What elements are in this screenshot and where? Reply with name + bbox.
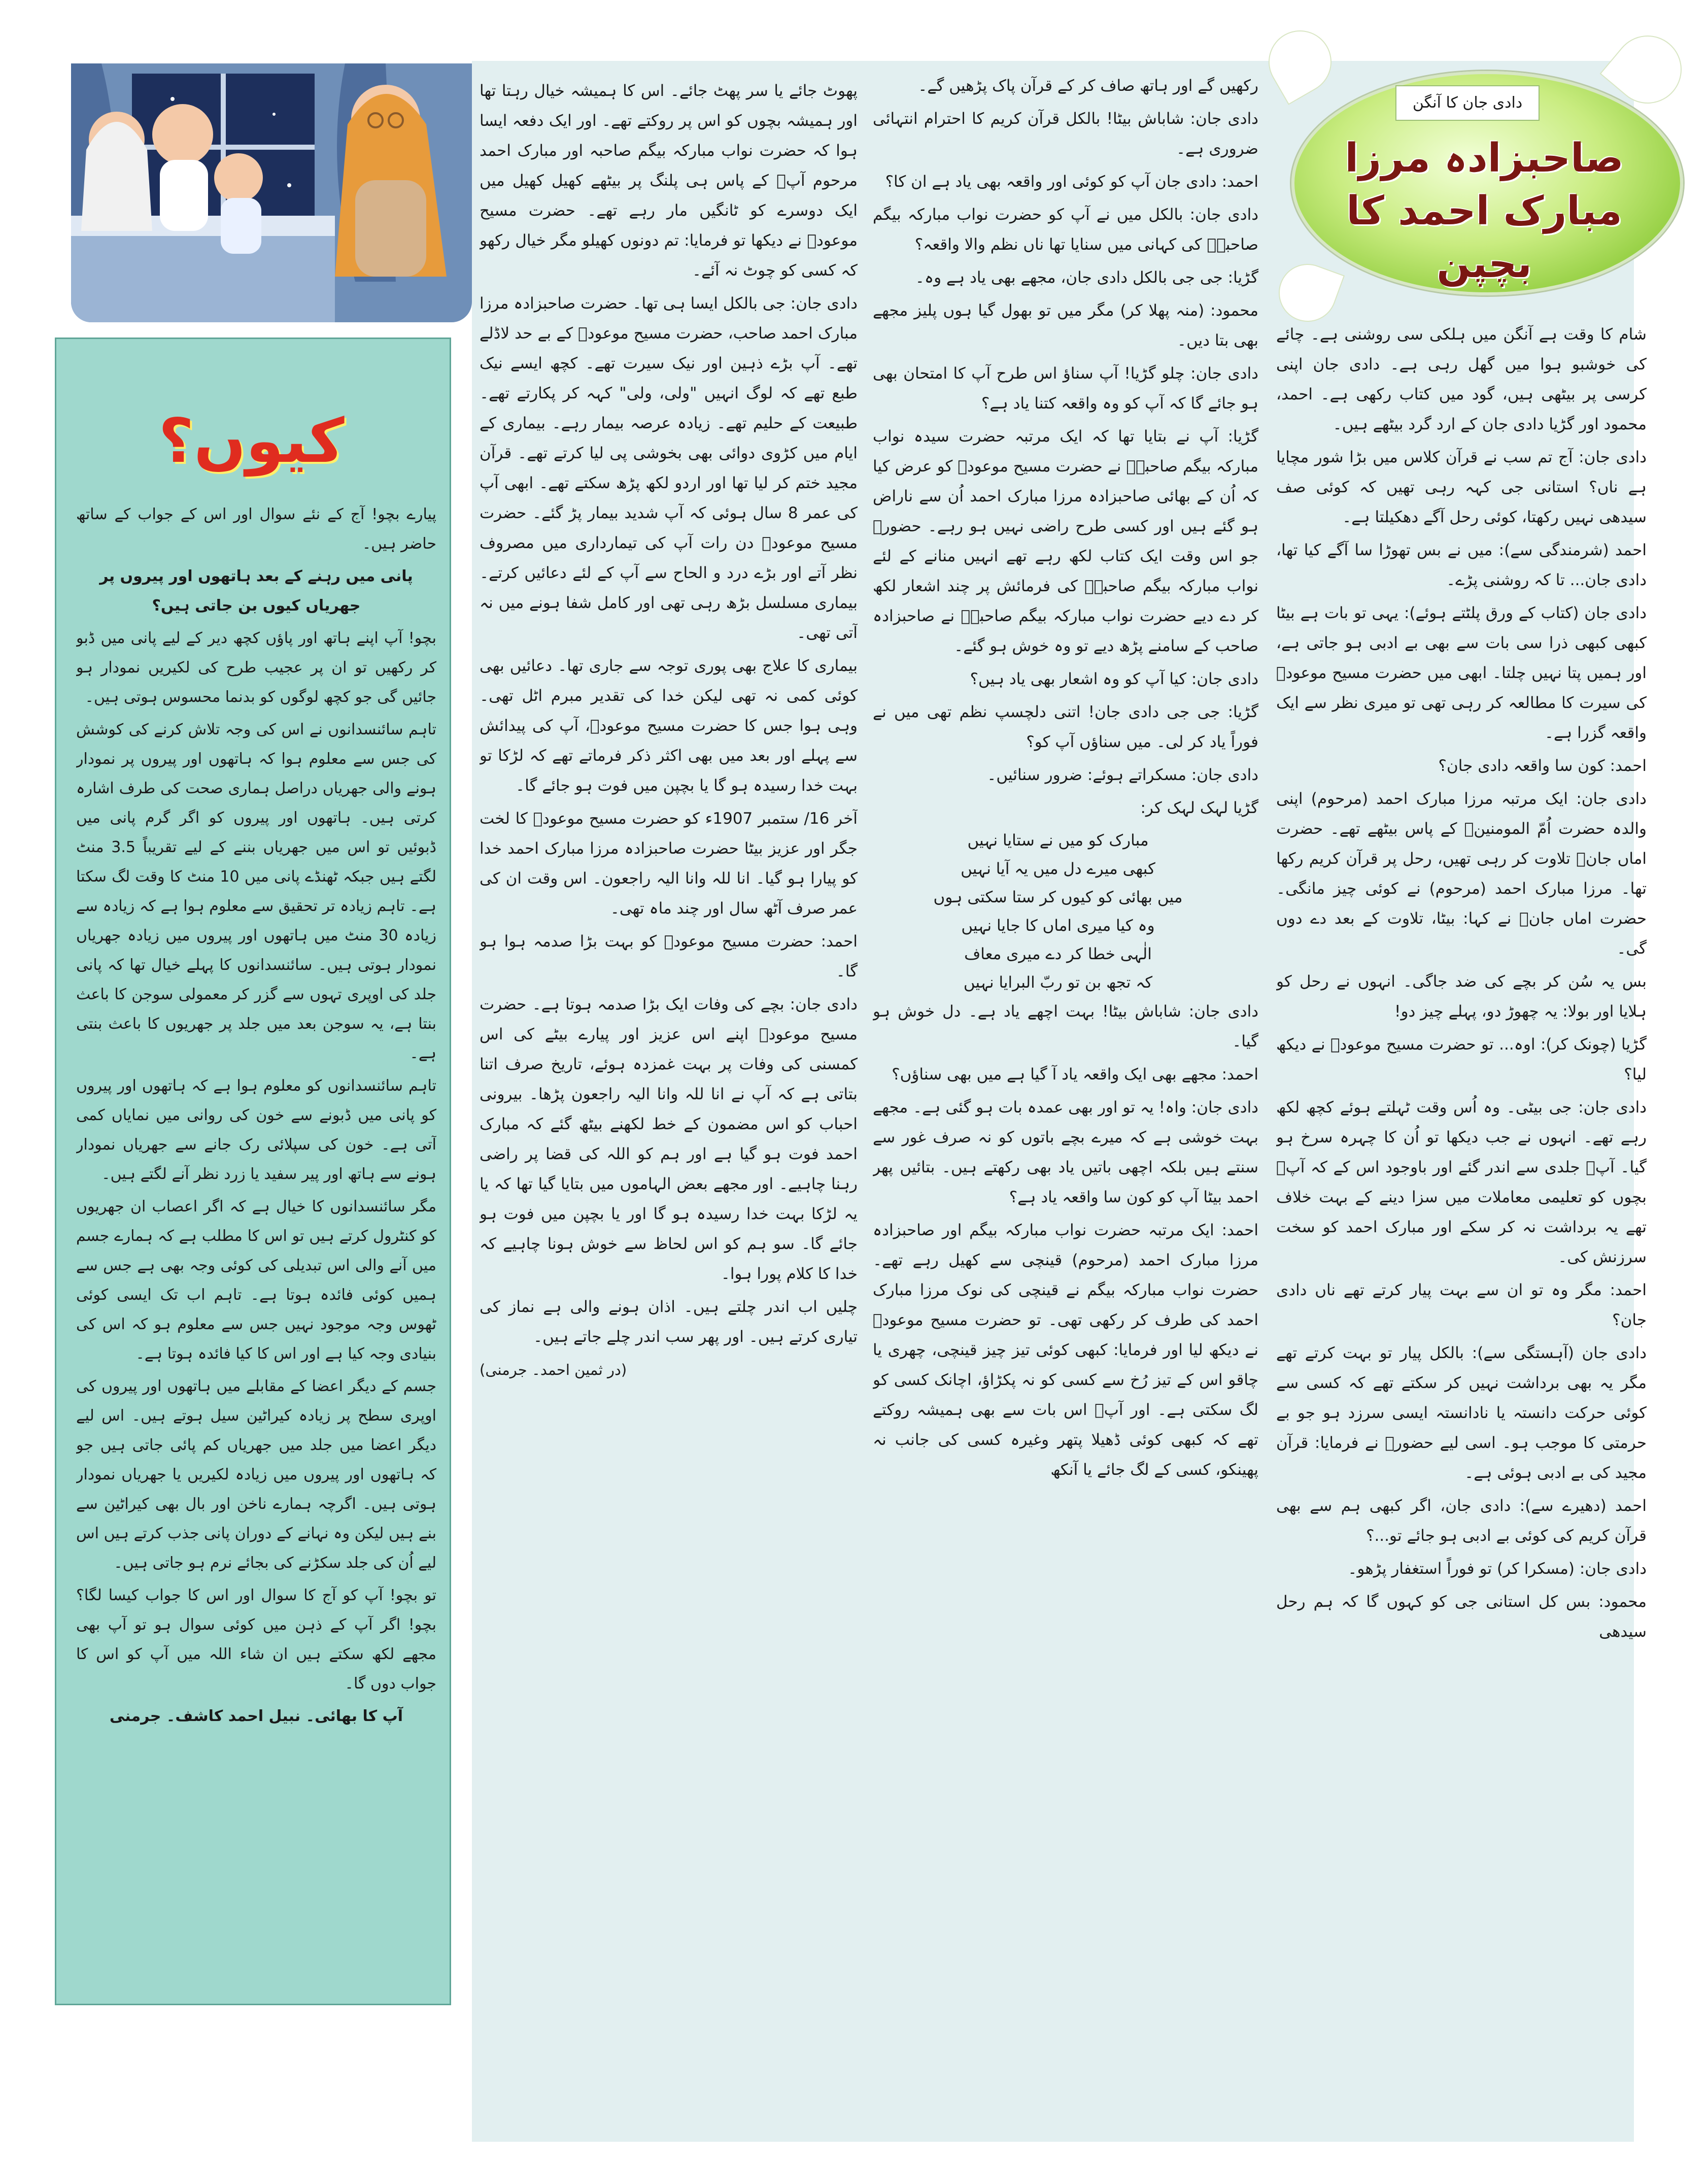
paragraph: احمد: حضرت مسیح موعودؑ کو بہت بڑا صدمہ ہوا ہو گا۔ (480, 932, 858, 981)
paragraph: چلیں اب اندر چلتے ہیں۔ اذان ہونے والی ہے نماز کی تیاری کرتے ہیں۔ اور پھر سب اندر چلے جاتے ہیں۔ (480, 1298, 858, 1346)
paragraph: تاہم سائنسدانوں کو معلوم ہوا ہے کہ ہاتھوں اور پیروں کو پانی میں ڈبونے سے خون کی روانی میں نمایاں کمی آتی ہے۔ خون کی سپلائی رک جانے سے جھریاں نمودار ہونے سے ہاتھ اور پیر سفید یا زرد نظر آنے لگتے ہیں۔ (76, 1077, 436, 1183)
paragraph: دادی جان: ایک مرتبہ مرزا مبارک احمد (مرحوم) اپنی والدہ حضرت اُمّ المومنینؓ کے پاس بیٹھے تھے۔ حضرت اماں جانؓ تلاوت کر رہی تھیں، رحل پر قرآن کریم رکھا تھا۔ مرزا مبارک احمد (مرحوم) نے کوئی چیز مانگی۔ حضرت اماں جانؓ نے کہا: بیٹا، تلاوت کے بعد دے دوں گی۔ (1276, 790, 1647, 958)
question-heading: پانی میں رہنے کے بعد ہاتھوں اور پیروں پر جھریاں کیوں بن جاتی ہیں؟ (99, 567, 413, 615)
paragraph: احمد: ایک مرتبہ حضرت نواب مبارکہ بیگم اور صاحبزادہ مرزا مبارک احمد (مرحوم) قینچی سے کھیل رہے تھے۔ حضرت نواب مبارکہ بیگم نے قینچی کی نوک مرزا مبارک احمد کی طرف کر رکھی تھی۔ تو حضرت مسیح موعودؑ نے دیکھ لیا اور فرمایا: کبھی کوئی تیز چیز قینچی، چھری یا چاقو اس کے تیز رُخ سے کسی کو نہ پکڑاؤ، اچانک کسی کو لگ سکتی ہے۔ اور آپؑ اس بات سے بھی ہمیشہ روکتے تھے کہ کبھی کوئی ڈھیلا پتھر وغیرہ کسی کی جانب نہ پھینکو، کسی کے لگ جائے یا آنکھ (873, 1221, 1258, 1479)
paragraph: دادی جان: جی بالکل ایسا ہی تھا۔ حضرت صاحبزادہ مرزا مبارک احمد صاحب، حضرت مسیح موعودؑ کے بے حد لاڈلے تھے۔ آپ بڑے ذہین اور نیک سیرت تھے۔ کچھ ایسے نیک طبع تھے کہ لوگ انہیں "ولی، ولی" کہہ کر پکارتے تھے۔ طبیعت کے حلیم تھے۔ زیادہ عرصہ بیمار رہے۔ بیماری کے ایام میں کڑوی دوائی بھی بخوشی پی لیا کرتے تھے۔ قرآن مجید ختم کر لیا تھا اور اردو لکھ پڑھ سکتے تھے۔ ابھی آپ کی عمر 8 سال ہوئی کہ آپ شدید بیمار پڑ گئے۔ حضرت مسیح موعودؑ دن رات آپ کی تیمارداری میں مصروف نظر آتے اور بڑے درد و الحاح سے آپ کے لئے دعائیں کرتے۔ بیماری مسلسل بڑھ رہی تھی اور کامل شفا ہونے میں نہ آتی تھی۔ (480, 294, 858, 642)
paragraph: دادی جان: بالکل میں نے آپ کو حضرت نواب مبارکہ بیگم صاحبہؓ کی کہانی میں سنایا تھا ناں نظم والا واقعہ؟ (873, 206, 1258, 254)
intro-text: پیارے بچو! آج کے نئے سوال اور اس کے جواب کے ساتھ حاضر ہیں۔ (76, 505, 436, 553)
paragraph: دادی جان: واہ! یہ تو اور بھی عمدہ بات ہو گئی ہے۔ مجھے بہت خوشی ہے کہ میرے بچے باتوں کو نہ صرف غور سے سنتے ہیں بلکہ اچھی باتیں یاد بھی رکھتے ہیں۔ بتائیں پھر احمد بیٹا آپ کو کون سا واقعہ یاد ہے؟ (873, 1098, 1258, 1206)
paragraph: دادی جان: شاباش بیٹا! بالکل قرآن کریم کا احترام انتہائی ضروری ہے۔ (873, 110, 1258, 158)
paragraph: احمد: مجھے بھی ایک واقعہ یاد آ گیا ہے میں بھی سناؤں؟ (892, 1065, 1258, 1084)
paragraph: شام کا وقت ہے آنگن میں ہلکی سی روشنی ہے۔ چائے کی خوشبو ہوا میں گھل رہی ہے۔ دادی جان اپنی کرسی پر بیٹھی ہیں، گود میں کتاب رکھی ہے۔ احمد، محمود اور گڑیا دادی جان کے ارد گرد بیٹھے ہیں۔ (1276, 325, 1647, 433)
poem-line: کہ تجھ بن تو ربّ البرایا نہیں (963, 973, 1153, 992)
paragraph: احمد: مگر وہ تو ان سے بہت پیار کرتے تھے ناں دادی جان؟ (1276, 1281, 1647, 1329)
paragraph: گڑیا: جی جی دادی جان! اتنی دلچسپ نظم تھی میں نے فوراً یاد کر لی۔ میں سناؤں آپ کو؟ (873, 703, 1258, 751)
author-credit: (در ثمین احمد۔ جرمنی) (480, 1361, 627, 1378)
paragraph: احمد: کون سا واقعہ دادی جان؟ (1438, 757, 1647, 775)
paragraph: دادی جان: بچے کی وفات ایک بڑا صدمہ ہوتا ہے۔ حضرت مسیح موعودؑ اپنے اس عزیز اور پیارے بیٹے کی اس کمسنی کی وفات پر بہت غمزدہ ہوئے، تاریخ صرف اتنا بتاتی ہے کہ آپ نے انا للہ وانا الیہ راجعون پڑھا۔ بیرونی احباب کو اس مضمون کے خط لکھنے بیٹھ گئے کہ مبارک احمد فوت ہو گیا ہے اور ہم کو اللہ کی قضا پر راضی رہنا چاہیے۔ اور مجھے بعض الہاموں میں بتایا گیا تھا کہ یا یہ لڑکا بہت خدا رسیدہ ہو گا اور یا بچپن میں فوت ہو جائے گا۔ سو ہم کو اس لحاظ سے خوش ہونا چاہیے کہ خدا کا کلام پورا ہوا۔ (480, 995, 858, 1283)
paragraph: دادی جان: شاباش بیٹا! بہت اچھے یاد ہے۔ دل خوش ہو گیا۔ (873, 1002, 1258, 1051)
poem-line: الٰہی خطا کر دے میری معاف (964, 945, 1152, 963)
paragraph: پھوٹ جائے یا سر پھٹ جائے۔ اس کا ہمیشہ خیال رہتا تھا اور ہمیشہ بچوں کو اس پر روکتے تھے۔ اور ایک دفعہ ایسا ہوا کہ حضرت نواب مبارکہ بیگم صاحبہ اور مبارک احمد مرحوم آپؑ کے پاس ہی پلنگ پر بیٹھے کھیل کھیل میں ایک دوسرے کو ٹانگیں مار رہے تھے۔ حضرت مسیح موعودؑ نے دیکھا تو فرمایا: تم دونوں کھیلو مگر خیال رکھو کہ کسی کو چوٹ نہ آئے۔ (480, 82, 858, 280)
grandmother-children-illustration (71, 63, 472, 322)
paragraph: دادی جان (آہستگی سے): بالکل پیار تو بہت کرتے تھے مگر یہ بھی برداشت نہیں کر سکتے تھے کہ کسی سے کوئی حرکت دانستہ یا نادانستہ ایسی سرزد ہو جو بے حرمتی کا موجب ہو۔ اسی لیے حضورؑ نے فرمایا: قرآن مجید کی بے ادبی ہوئی ہے۔ (1276, 1344, 1647, 1482)
paragraph: محمود: بس کل استانی جی کو کہوں گا کہ ہم رحل سیدھی (1276, 1593, 1647, 1641)
article-column-1 (1276, 320, 1647, 2127)
paragraph: احمد: دادی جان آپ کو کوئی اور واقعہ بھی یاد ہے ان کا؟ (885, 173, 1258, 191)
why-box-content (76, 500, 436, 1987)
paragraph: دادی جان: جی بیٹی۔ وہ اُس وقت ٹہلتے ہوئے کچھ لکھ رہے تھے۔ انہوں نے جب دیکھا تو اُن کا چہرہ سرخ ہو گیا۔ آپؑ جلدی سے اندر گئے اور باوجود اس کے کہ آپؑ بچوں کو تعلیمی معاملات میں سزا دینے کے بہت خلاف تھے یہ برداشت نہ کر سکے اور مبارک احمد کو سخت سرزنش کی۔ (1276, 1098, 1647, 1266)
paragraph: گڑیا: آپ نے بتایا تھا کہ ایک مرتبہ حضرت سیدہ نواب مبارکہ بیگم صاحبہؓ نے حضرت مسیح موعودؑ کو عرض کیا کہ اُن کے بھائی صاحبزادہ مرزا مبارک احمد اُن سے ناراض ہو گئے ہیں اور کسی طرح راضی نہیں ہو رہے۔ حضورؑ جو اس وقت ایک کتاب لکھ رہے تھے انہیں منانے کے لئے نواب مبارکہ بیگم صاحبہؓ کی فرمائش پر چند اشعار لکھ کر دے دیے حضرت نواب مبارکہ بیگم صاحبہؓ نے صاحبزادہ صاحب کے سامنے پڑھ دیے تو وہ خوش ہو گئے۔ (873, 427, 1258, 655)
poem-line: وہ کیا میری اماں کا جایا نہیں (961, 917, 1155, 935)
paragraph: گڑیا: جی جی بالکل دادی جان، مجھے بھی یاد ہے وہ۔ (915, 268, 1258, 287)
paragraph: رکھیں گے اور ہاتھ صاف کر کے قرآن پاک پڑھیں گے۔ (918, 77, 1258, 95)
paragraph: مگر سائنسدانوں کا خیال ہے کہ اگر اعصاب ان جھریوں کو کنٹرول کرتے ہیں تو اس کا مطلب ہے کہ ہمارے جسم میں آنے والی اس تبدیلی کی کوئی وجہ بھی ہے جس سے ہمیں کوئی فائدہ ہوتا ہے۔ تاہم اب تک ایسی کوئی ٹھوس وجہ موجود نہیں جس سے معلوم ہو کہ اس کی بنیادی وجہ کیا ہے اور اس کا کیا فائدہ ہوتا ہے۔ (76, 1198, 436, 1363)
paragraph: آخر 16/ ستمبر 1907ء کو حضرت مسیح موعودؑ کا لخت جگر اور عزیز بیٹا حضرت صاحبزادہ مرزا مبارک احمد خدا کو پیارا ہو گیا۔ انا للہ وانا الیہ راجعون۔ اس وقت ان کی عمر صرف آٹھ سال اور چند ماہ تھی۔ (480, 810, 858, 918)
paragraph: تو بچو! آپ کو آج کا سوال اور اس کا جواب کیسا لگا؟ بچو! اگر آپ کے ذہن میں کوئی سوال ہو تو آپ بھی مجھے لکھ سکتے ہیں ان شاء اللہ میں آپ کو اس کا جواب دوں گا۔ (76, 1587, 436, 1693)
paragraph: بیماری کا علاج بھی پوری توجہ سے جاری تھا۔ دعائیں بھی کوئی کمی نہ تھی لیکن خدا کی تقدیر مبرم اٹل تھی۔ وہی ہوا جس کا حضرت مسیح موعودؑ، آپ کی پیدائش سے پہلے اور بعد میں بھی اکثر ذکر فرماتے تھے کہ لڑکا تو بہت خدا رسیدہ ہو گا یا بچپن میں فوت ہو جائے گا۔ (480, 657, 858, 795)
paragraph: احمد (دھیرے سے): دادی جان، اگر کبھی ہم سے بھی قرآن کریم کی کوئی بے ادبی ہو جائے تو...؟ (1276, 1497, 1647, 1545)
poem (873, 826, 1258, 997)
paragraph: احمد (شرمندگی سے): میں نے بس تھوڑا سا آگے کیا تھا، دادی جان... تا کہ روشنی پڑے۔ (1276, 541, 1647, 589)
paragraph: دادی جان (کتاب کے ورق پلٹتے ہوئے): یہی تو بات ہے بیٹا کبھی کبھی ذرا سی بات سے بھی بے ادبی ہو جاتی ہے، اور ہمیں پتا نہیں چلتا۔ ابھی میں حضرت مسیح موعودؑ کی سیرت کا مطالعہ کر رہی تھی تو میری نظر سے ایک واقعہ گزرا ہے۔ (1276, 604, 1647, 742)
paragraph: دادی جان: کیا آپ کو وہ اشعار بھی یاد ہیں؟ (970, 670, 1258, 688)
article-column-2 (873, 71, 1258, 2127)
paragraph: بچو! آپ اپنے ہاتھ اور پاؤں کچھ دیر کے لیے پانی میں ڈبو کر رکھیں تو ان پر عجیب طرح کی لکیریں نمودار ہو جائیں گی جو کچھ لوگوں کو بدنما محسوس ہوتی ہیں۔ (76, 629, 436, 706)
poem-line: کبھی میرے دل میں یہ آیا نہیں (961, 860, 1155, 878)
paragraph: دادی جان: آج تم سب نے قرآن کلاس میں بڑا شور مچایا ہے ناں؟ استانی جی کہہ رہی تھیں کہ کوئی صف سیدھی نہیں رکھتا، کوئی رحل آگے دھکیلتا ہے۔ (1276, 448, 1647, 526)
paragraph: دادی جان: (مسکرا کر) تو فوراً استغفار پڑھو۔ (1348, 1560, 1647, 1578)
poem-line: میں بھائی کو کیوں کر ستا سکتی ہوں (933, 888, 1183, 906)
poem-line: مبارک کو میں نے ستایا نہیں (967, 831, 1149, 850)
paragraph: جسم کے دیگر اعضا کے مقابلے میں ہاتھوں اور پیروں کی اوپری سطح پر زیادہ کیراٹین سیل ہوتے ہیں۔ اس لیے دیگر اعضا میں جلد میں جھریاں کم پائی جاتی ہیں جو کہ ہاتھوں اور پیروں میں زیادہ لکیریں یا جھریاں نمودار ہوتی ہیں۔ اگرچہ ہمارے ناخن اور بال بھی کیراٹین سے بنے ہیں لیکن وہ نہانے کے دوران پانی جذب کرتے ہیں اس لیے اُن کی جلد سکڑنے کی بجائے نرم ہو جاتی ہیں۔ (76, 1377, 436, 1572)
paragraph: دادی جان: چلو گڑیا! آپ سناؤ اس طرح آپ کا امتحان بھی ہو جائے گا کہ آپ کو وہ واقعہ کتنا یاد ہے؟ (873, 364, 1258, 413)
paragraph: بس یہ سُن کر بچے کی ضد جاگی۔ انہوں نے رحل کو ہلایا اور بولا: یہ چھوڑ دو، پہلے چیز دو! (1276, 972, 1647, 1021)
article-title: صاحبزادہ مرزا مبارک احمد کا بچپن (1345, 136, 1624, 287)
paragraph: دادی جان: مسکراتے ہوئے: ضرور سنائیں۔ (987, 766, 1258, 784)
box-title: کیوں؟ (158, 406, 345, 477)
box-signature: آپ کا بھائی۔ نبیل احمد کاشف۔ جرمنی (109, 1707, 403, 1725)
paragraph: محمود: (منہ پھلا کر) مگر میں تو بھول گیا ہوں پلیز مجھے بھی بتا دیں۔ (873, 301, 1258, 350)
article-column-3 (480, 76, 858, 2127)
paragraph: تاہم سائنسدانوں نے اس کی وجہ تلاش کرنے کی کوشش کی جس سے معلوم ہوا کہ ہاتھوں اور پیروں پر نمودار ہونے والی جھریاں دراصل ہماری صحت کی طرف اشارہ کرتی ہیں۔ ہاتھوں اور پیروں کو اگر گرم پانی میں ڈبوئیں تو اس میں جھریاں بننے کے لیے تقریباً 3.5 منٹ لگتے ہیں جبکہ ٹھنڈے پانی میں 10 منٹ کا وقت لگ سکتا ہے۔ تاہم زیادہ تر تحقیق سے معلوم ہوا ہے کہ زیادہ سے زیادہ 30 منٹ میں ہاتھوں اور پیروں میں زیادہ جھریاں نمودار ہوتی ہیں۔ سائنسدانوں کا پہلے خیال تھا کہ پانی جلد کی اوپری تہوں سے گزر کر معمولی سوجن کا باعث بنتا ہے، یہ سوجن بعد میں جلد پر جھریوں کا باعث بنتی ہے۔ (76, 721, 436, 1062)
column-tag: دادی جان کا آنگن (1395, 85, 1540, 121)
paragraph: گڑیا (چونک کر): اوہ... تو حضرت مسیح موعودؑ نے دیکھ لیا؟ (1276, 1035, 1647, 1084)
paragraph: گڑیا لہک لہک کر: (1140, 799, 1258, 817)
